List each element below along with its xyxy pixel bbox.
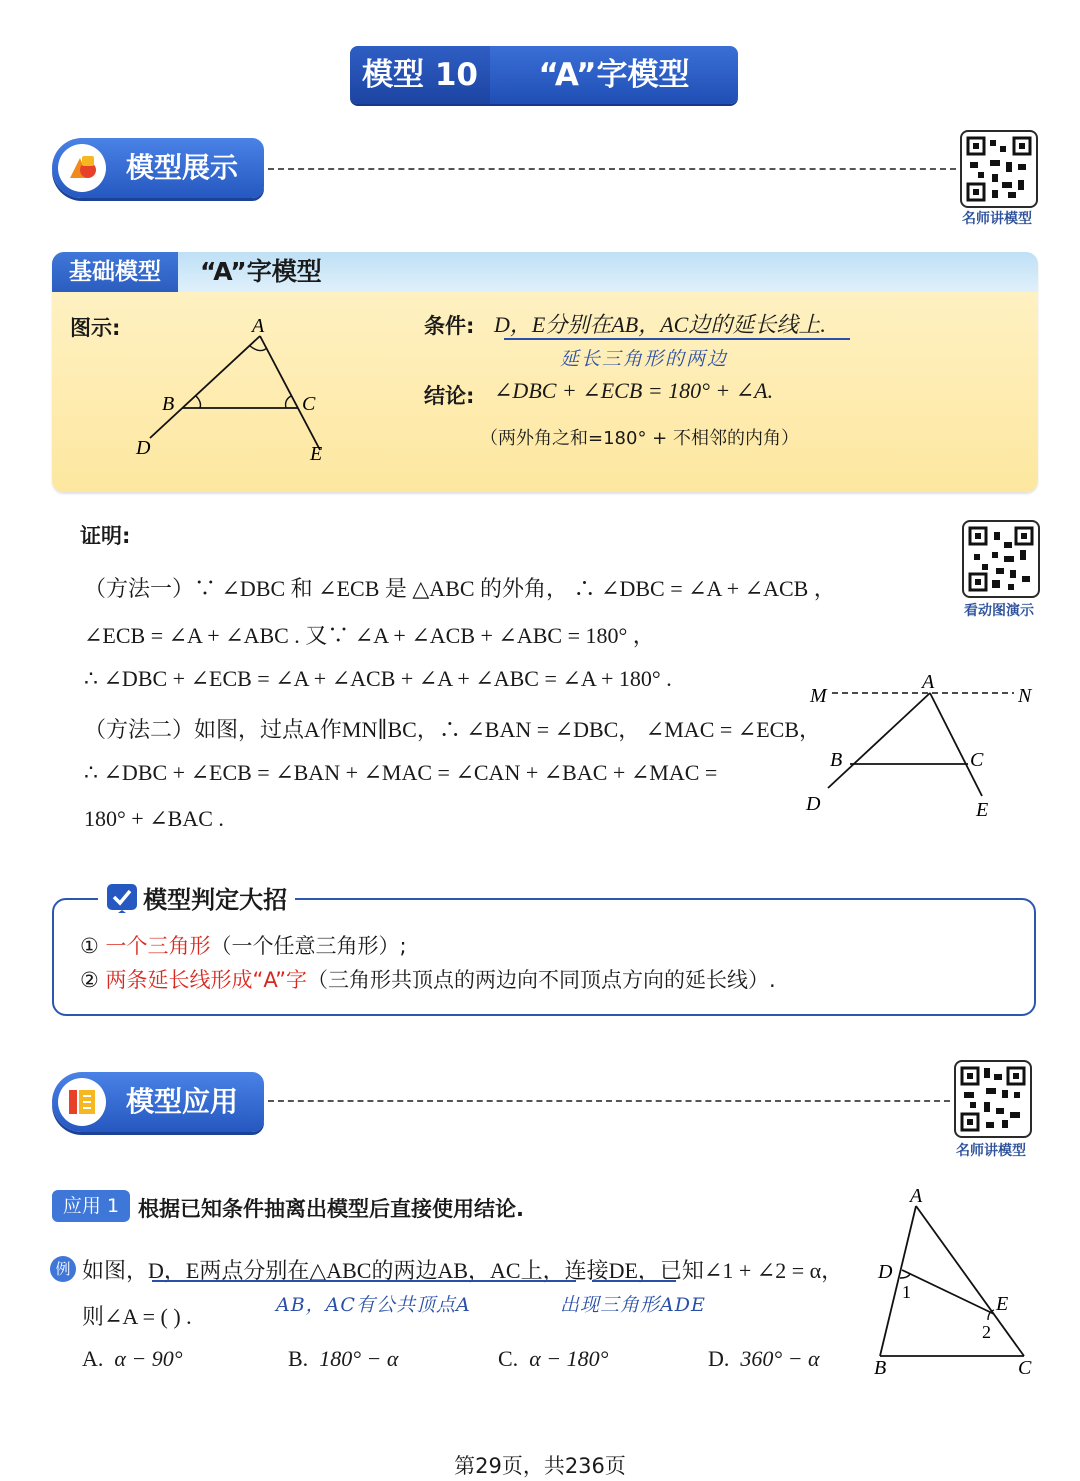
qr-code[interactable] xyxy=(962,520,1040,598)
condition-note: 延长三角形的两边 xyxy=(560,348,729,370)
option-letter: A. xyxy=(82,1346,104,1371)
section-title: 模型应用 xyxy=(126,1085,239,1118)
option-b[interactable] xyxy=(288,1346,398,1372)
point-label-c: C xyxy=(970,749,984,771)
option-text: α − 180° xyxy=(529,1346,609,1371)
item-number: ② xyxy=(80,968,99,992)
question-underline-2 xyxy=(592,1280,676,1282)
option-text: α − 90° xyxy=(114,1346,183,1371)
point-label-a: A xyxy=(252,315,265,337)
proof-line-6: 180° + ∠BAC . xyxy=(84,806,224,831)
page-number: 第29页，共236页 xyxy=(454,1454,626,1478)
section-header-model-display xyxy=(52,138,264,198)
condition-label: 条件: xyxy=(424,314,475,338)
chapter-title xyxy=(350,46,738,104)
point-label-e: E xyxy=(996,1293,1009,1315)
question-underline-1 xyxy=(152,1280,576,1282)
panel-tag: 基础模型 xyxy=(52,252,178,292)
option-letter: D. xyxy=(708,1346,730,1371)
application-tag: 应用 1 xyxy=(52,1190,130,1222)
qr-caption: 名师讲模型 xyxy=(956,1143,1026,1159)
panel-title: “A”字模型 xyxy=(200,257,322,286)
option-c[interactable] xyxy=(498,1346,608,1372)
conclusion-label: 结论: xyxy=(424,384,475,408)
example-figure xyxy=(860,1180,1050,1380)
a-model-figure xyxy=(120,310,360,470)
point-label-e: E xyxy=(310,443,323,465)
example-badge: 例 xyxy=(50,1256,76,1282)
point-label-b: B xyxy=(874,1357,887,1379)
chapter-name: “A”字模型 xyxy=(538,57,690,93)
point-label-b: B xyxy=(830,749,843,771)
point-label-e: E xyxy=(976,799,989,821)
book-icon xyxy=(58,1078,106,1126)
judgment-item-2 xyxy=(80,964,776,994)
point-label-a: A xyxy=(910,1185,923,1207)
judgment-title-tab xyxy=(98,880,295,914)
shapes-icon xyxy=(58,144,106,192)
point-label-d: D xyxy=(806,793,821,815)
condition-text: D，E分别在AB，AC边的延长线上. xyxy=(494,312,826,337)
application-heading: 根据已知条件抽离出模型后直接使用结论. xyxy=(138,1197,524,1221)
option-text: 180° − α xyxy=(319,1346,399,1371)
proof-line-3: ∴ ∠DBC + ∠ECB = ∠A + ∠ACB + ∠A + ∠ABC = ∠A + 180° . xyxy=(84,666,672,691)
section-title: 模型展示 xyxy=(126,151,239,184)
angle-label-2: 2 xyxy=(982,1322,991,1342)
item-number: ① xyxy=(80,934,99,958)
point-label-n: N xyxy=(1018,685,1032,707)
condition-underline xyxy=(504,338,850,340)
checkmark-icon xyxy=(106,883,138,913)
proof-figure xyxy=(800,666,1050,826)
conclusion-note: （两外角之和=180° + 不相邻的内角） xyxy=(480,428,799,449)
angle-label-1: 1 xyxy=(902,1282,911,1302)
section-header-model-application xyxy=(52,1072,264,1132)
point-label-d: D xyxy=(878,1261,893,1283)
chapter-number: 模型 10 xyxy=(350,46,490,104)
qr-code[interactable] xyxy=(960,130,1038,208)
item-text: （三角形共顶点的两边向不同顶点方向的延长线）. xyxy=(307,968,776,992)
proof-line-5: ∴ ∠DBC + ∠ECB = ∠BAN + ∠MAC = ∠CAN + ∠BAC + ∠MAC = xyxy=(84,760,718,785)
question-line-2: 则∠A = ( ) . xyxy=(82,1304,192,1329)
option-letter: C. xyxy=(498,1346,519,1371)
item-highlight: 两条延长线形成“A”字 xyxy=(105,968,308,992)
point-label-c: C xyxy=(1018,1357,1032,1379)
option-text: 360° − α xyxy=(740,1346,820,1371)
annotation-triangle-ade: 出现三角形ADE xyxy=(560,1294,706,1316)
proof-label: 证明: xyxy=(80,524,131,548)
qr-code[interactable] xyxy=(954,1060,1032,1138)
divider-dashed xyxy=(268,1100,950,1102)
question-line-1: 如图，D，E两点分别在△ABC的两边AB，AC上，连接DE，已知∠1 + ∠2 = α， xyxy=(82,1258,844,1283)
proof-line-2: ∠ECB = ∠A + ∠ABC . 又∵ ∠A + ∠ACB + ∠ABC = 180° ， xyxy=(84,623,655,648)
qr-caption: 看动图演示 xyxy=(964,603,1034,619)
point-label-c: C xyxy=(302,393,316,415)
qr-caption: 名师讲模型 xyxy=(962,211,1032,227)
judgment-title: 模型判定大招 xyxy=(143,886,288,914)
conclusion-text: ∠DBC + ∠ECB = 180° + ∠A. xyxy=(494,378,774,403)
proof-line-4: （方法二）如图，过点A作MN∥BC，∴ ∠BAN = ∠DBC， ∠MAC = ∠ECB， xyxy=(84,717,821,742)
divider-dashed xyxy=(268,168,956,170)
item-highlight: 一个三角形 xyxy=(105,934,211,958)
option-a[interactable] xyxy=(82,1346,183,1372)
option-letter: B. xyxy=(288,1346,309,1371)
proof-line-1: （方法一）∵ ∠DBC 和 ∠ECB 是 △ABC 的外角， ∴ ∠DBC = ∠A + ∠ACB ， xyxy=(84,576,836,601)
point-label-b: B xyxy=(162,393,175,415)
figure-label: 图示: xyxy=(70,316,121,340)
item-text: （一个任意三角形）; xyxy=(210,934,407,958)
judgment-item-1 xyxy=(80,930,407,960)
point-label-m: M xyxy=(810,685,827,707)
point-label-d: D xyxy=(136,437,151,459)
option-d[interactable] xyxy=(708,1346,820,1372)
point-label-a: A xyxy=(922,671,935,693)
annotation-common-vertex: AB，AC有公共顶点A xyxy=(276,1294,471,1316)
